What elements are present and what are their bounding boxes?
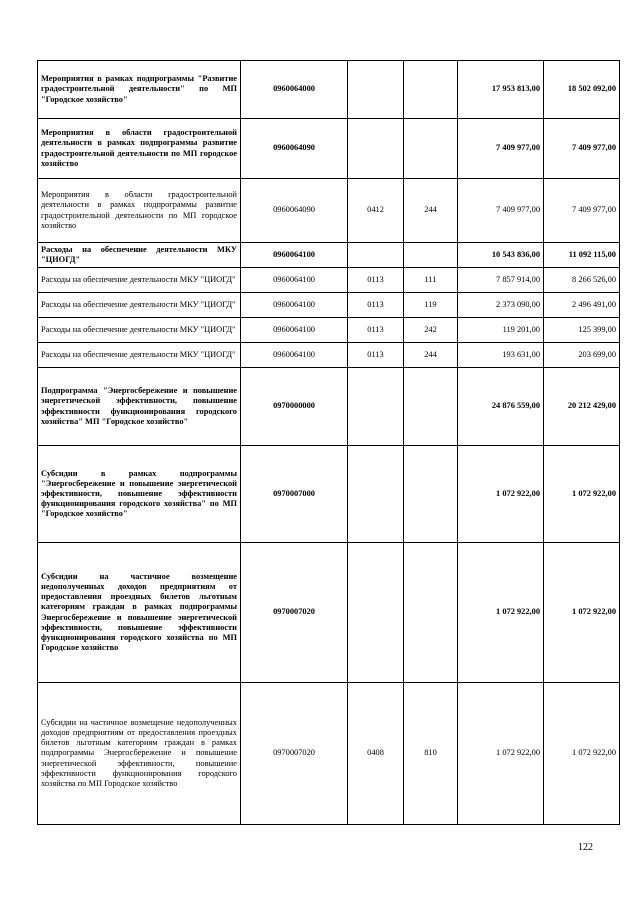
row-name: Мероприятия в области градостроительной деятельности в рамках подпрограммы развитие градостроительной деятельности по МП городское хозяйство (38, 179, 241, 243)
row-sum-1: 1 072 922,00 (458, 446, 544, 543)
row-section (348, 243, 404, 268)
table-row (38, 243, 620, 268)
row-name: Расходы на обеспечение деятельности МКУ "ЦИОГД" (38, 318, 241, 343)
table-row (38, 293, 620, 318)
table-row (38, 179, 620, 243)
row-code: 0960064000 (241, 61, 348, 119)
row-code: 0960064090 (241, 119, 348, 179)
row-sum-2: 1 072 922,00 (544, 543, 620, 683)
table-row (38, 683, 620, 825)
row-expense-kind: 810 (404, 683, 458, 825)
table-row (38, 343, 620, 368)
row-sum-1: 7 409 977,00 (458, 119, 544, 179)
row-section: 0113 (348, 268, 404, 293)
row-section (348, 119, 404, 179)
row-expense-kind (404, 243, 458, 268)
row-code: 0960064100 (241, 343, 348, 368)
row-section: 0412 (348, 179, 404, 243)
row-sum-2: 125 399,00 (544, 318, 620, 343)
row-sum-2: 7 409 977,00 (544, 119, 620, 179)
row-sum-2: 20 212 429,00 (544, 368, 620, 446)
row-code: 0960064100 (241, 318, 348, 343)
row-code: 0970007000 (241, 446, 348, 543)
row-sum-1: 24 876 559,00 (458, 368, 544, 446)
row-section (348, 543, 404, 683)
row-sum-2: 203 699,00 (544, 343, 620, 368)
table-row (38, 61, 620, 119)
row-code: 0960064100 (241, 268, 348, 293)
row-sum-1: 1 072 922,00 (458, 543, 544, 683)
row-sum-1: 7 409 977,00 (458, 179, 544, 243)
row-expense-kind: 119 (404, 293, 458, 318)
row-section: 0113 (348, 343, 404, 368)
page-number: 122 (578, 842, 593, 853)
table-row (38, 446, 620, 543)
row-section: 0408 (348, 683, 404, 825)
row-expense-kind: 244 (404, 343, 458, 368)
table-row (38, 268, 620, 293)
row-name: Расходы на обеспечение деятельности МКУ "ЦИОГД" (38, 343, 241, 368)
row-name: Мероприятия в рамках подпрограммы "Развитие градостроительной деятельности" по МП "Городское хозяйство" (38, 61, 241, 119)
table-row (38, 543, 620, 683)
table-row (38, 318, 620, 343)
row-name: Подпрограмма "Энергосбережение и повышение энергетической эффективности, повышение эффективности функционирования городского хозяйства" МП "Городское хозяйство" (38, 368, 241, 446)
row-sum-1: 1 072 922,00 (458, 683, 544, 825)
table-row (38, 119, 620, 179)
row-sum-2: 8 266 526,00 (544, 268, 620, 293)
row-expense-kind (404, 61, 458, 119)
row-section (348, 446, 404, 543)
row-name: Субсидии на частичное возмещение недополученных доходов предприятиям от предоставления проездных билетов льготным категориям граждан в рамках подпрограммы Энергосбережение и повышение энергетической эффективности, повышение эффективности функционирования городского хозяйства по МП Городское хозяйство (38, 543, 241, 683)
table-row (38, 368, 620, 446)
row-sum-1: 119 201,00 (458, 318, 544, 343)
row-section (348, 368, 404, 446)
row-code: 0970007020 (241, 543, 348, 683)
row-sum-1: 17 953 813,00 (458, 61, 544, 119)
row-sum-1: 2 373 090,00 (458, 293, 544, 318)
row-sum-1: 193 631,00 (458, 343, 544, 368)
row-sum-2: 18 502 092,00 (544, 61, 620, 119)
row-code: 0970000000 (241, 368, 348, 446)
row-sum-1: 10 543 836,00 (458, 243, 544, 268)
row-sum-2: 1 072 922,00 (544, 683, 620, 825)
row-expense-kind: 111 (404, 268, 458, 293)
row-section: 0113 (348, 318, 404, 343)
row-expense-kind (404, 446, 458, 543)
budget-table (37, 60, 620, 825)
row-name: Мероприятия в области градостроительной деятельности в рамках подпрограммы развитие градостроительной деятельности по МП городское хозяйство (38, 119, 241, 179)
row-code: 0960064100 (241, 293, 348, 318)
row-name: Субсидии в рамках подпрограммы "Энергосбережение и повышение энергетической эффективности, повышение эффективности функционирования городского хозяйства" по МП "Городское хозяйство" (38, 446, 241, 543)
row-sum-2: 11 092 115,00 (544, 243, 620, 268)
row-expense-kind: 244 (404, 179, 458, 243)
row-sum-1: 7 857 914,00 (458, 268, 544, 293)
row-name: Расходы на обеспечение деятельности МКУ "ЦИОГД" (38, 268, 241, 293)
row-name: Субсидии на частичное возмещение недополученных доходов предприятиям от предоставления проездных билетов льготным категориям граждан в рамках подпрограммы Энергосбережение и повышение энергетической эффективности, повышение эффективности функционирования городского хозяйства по МП Городское хозяйство (38, 683, 241, 825)
row-sum-2: 7 409 977,00 (544, 179, 620, 243)
row-code: 0970007020 (241, 683, 348, 825)
row-sum-2: 1 072 922,00 (544, 446, 620, 543)
row-sum-2: 2 496 491,00 (544, 293, 620, 318)
row-expense-kind (404, 368, 458, 446)
row-section (348, 61, 404, 119)
row-section: 0113 (348, 293, 404, 318)
row-code: 0960064100 (241, 243, 348, 268)
row-code: 0960064090 (241, 179, 348, 243)
row-expense-kind (404, 119, 458, 179)
row-name: Расходы на обеспечение деятельности МКУ "ЦИОГД" (38, 293, 241, 318)
row-expense-kind: 242 (404, 318, 458, 343)
row-name: Расходы на обеспечение деятельности МКУ "ЦИОГД" (38, 243, 241, 268)
row-expense-kind (404, 543, 458, 683)
